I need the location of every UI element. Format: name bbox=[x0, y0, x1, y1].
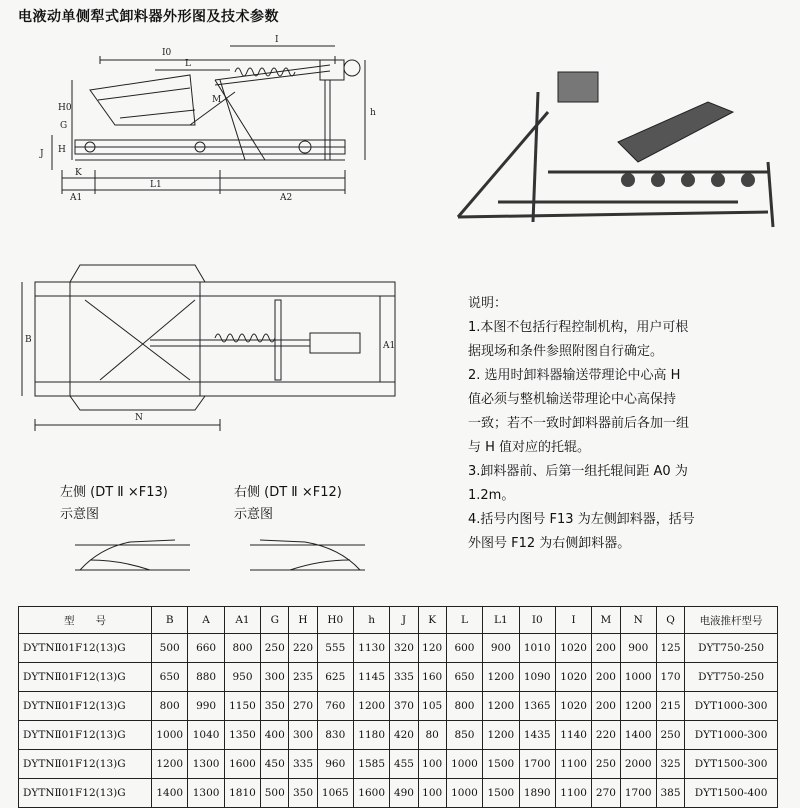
dim-H0: H0 bbox=[58, 103, 72, 113]
table-cell: 850 bbox=[446, 721, 482, 750]
table-cell: 1000 bbox=[152, 721, 188, 750]
col-H: H bbox=[289, 607, 317, 634]
table-cell: 1435 bbox=[519, 721, 555, 750]
table-cell: 200 bbox=[592, 692, 620, 721]
table-cell: 160 bbox=[418, 663, 446, 692]
table-cell: DYT1000-300 bbox=[685, 692, 778, 721]
table-cell: 1500 bbox=[483, 750, 519, 779]
table-body bbox=[19, 634, 778, 808]
table-row bbox=[19, 750, 778, 779]
table-cell: 1810 bbox=[224, 779, 260, 808]
table-cell: 80 bbox=[418, 721, 446, 750]
table-cell: 125 bbox=[656, 634, 684, 663]
table-cell: 220 bbox=[592, 721, 620, 750]
dim-J: J bbox=[40, 149, 44, 159]
dim-H: H bbox=[58, 145, 66, 155]
col-I0: I0 bbox=[519, 607, 555, 634]
table-cell: 1890 bbox=[519, 779, 555, 808]
table-cell: DYT1000-300 bbox=[685, 721, 778, 750]
right-caption-line1: 右侧 (DT Ⅱ ×F12) bbox=[234, 485, 342, 500]
table-cell: 400 bbox=[261, 721, 289, 750]
notes-section bbox=[468, 292, 788, 556]
page-title: 电液动单侧犁式卸料器外形图及技术参数 bbox=[18, 9, 279, 25]
table-cell: 200 bbox=[592, 634, 620, 663]
table-cell: 350 bbox=[261, 692, 289, 721]
note-line: 1.2m。 bbox=[468, 488, 515, 503]
table-cell: 1000 bbox=[446, 779, 482, 808]
table-cell: 1200 bbox=[620, 692, 656, 721]
table-cell: 1010 bbox=[519, 634, 555, 663]
note-line: 3.卸料器前、后第一组托辊间距 A0 为 bbox=[468, 464, 688, 479]
col-N: N bbox=[620, 607, 656, 634]
table-cell: 650 bbox=[446, 663, 482, 692]
table-cell: 880 bbox=[188, 663, 224, 692]
table-cell: 1100 bbox=[555, 779, 591, 808]
dim-I: I bbox=[275, 35, 279, 45]
col-model: 型 号 bbox=[19, 607, 152, 634]
table-cell: 1065 bbox=[317, 779, 353, 808]
table-cell: 900 bbox=[483, 634, 519, 663]
dim-N: N bbox=[135, 413, 143, 423]
dim-L1: L1 bbox=[150, 180, 162, 190]
table-cell: 1600 bbox=[224, 750, 260, 779]
table-cell: 800 bbox=[224, 634, 260, 663]
table-cell: 1130 bbox=[353, 634, 389, 663]
table-cell: 385 bbox=[656, 779, 684, 808]
right-caption bbox=[234, 482, 342, 526]
table-cell: 950 bbox=[224, 663, 260, 692]
table-cell: 370 bbox=[390, 692, 418, 721]
table-cell: 220 bbox=[289, 634, 317, 663]
table-cell: 250 bbox=[592, 750, 620, 779]
table-cell: 830 bbox=[317, 721, 353, 750]
side-view bbox=[52, 46, 365, 194]
table-cell: 1020 bbox=[555, 634, 591, 663]
table-cell: DYT750-250 bbox=[685, 663, 778, 692]
table-cell: 1000 bbox=[446, 750, 482, 779]
table-cell: 800 bbox=[446, 692, 482, 721]
table-cell: 500 bbox=[152, 634, 188, 663]
left-caption-line1: 左侧 (DT Ⅱ ×F13) bbox=[60, 485, 168, 500]
table-cell: DYT1500-400 bbox=[685, 779, 778, 808]
table-cell: 1400 bbox=[620, 721, 656, 750]
table-cell: 170 bbox=[656, 663, 684, 692]
col-H0: H0 bbox=[317, 607, 353, 634]
table-cell: 1500 bbox=[483, 779, 519, 808]
table-row bbox=[19, 692, 778, 721]
note-line: 4.括号内图号 F13 为左侧卸料器，括号 bbox=[468, 512, 695, 527]
dim-I0: I0 bbox=[162, 48, 172, 58]
table-cell: 1100 bbox=[555, 750, 591, 779]
spec-table bbox=[18, 606, 778, 808]
table-cell: 1020 bbox=[555, 663, 591, 692]
table-cell: 1585 bbox=[353, 750, 389, 779]
table-cell: 250 bbox=[261, 634, 289, 663]
table-cell: DYT1500-300 bbox=[685, 750, 778, 779]
dim-M: M bbox=[212, 95, 222, 105]
table-cell: 800 bbox=[152, 692, 188, 721]
note-line: 与 H 值对应的托辊。 bbox=[468, 440, 591, 455]
machine-photo bbox=[438, 52, 783, 242]
col-A: A bbox=[188, 607, 224, 634]
table-cell: DYTNⅡ01F12(13)G bbox=[19, 750, 152, 779]
table-cell: 455 bbox=[390, 750, 418, 779]
dim-L: L bbox=[185, 59, 191, 69]
col-L: L bbox=[446, 607, 482, 634]
table-cell: DYT750-250 bbox=[685, 634, 778, 663]
table-cell: 1180 bbox=[353, 721, 389, 750]
table-cell: 1300 bbox=[188, 750, 224, 779]
col-K: K bbox=[418, 607, 446, 634]
top-view bbox=[22, 265, 395, 431]
table-cell: 325 bbox=[656, 750, 684, 779]
dim-A1-top: A1 bbox=[383, 341, 396, 351]
table-cell: 100 bbox=[418, 750, 446, 779]
table-cell: 215 bbox=[656, 692, 684, 721]
table-cell: 1040 bbox=[188, 721, 224, 750]
table-cell: 1350 bbox=[224, 721, 260, 750]
table-cell: DYTNⅡ01F12(13)G bbox=[19, 692, 152, 721]
col-J: J bbox=[390, 607, 418, 634]
table-cell: 120 bbox=[418, 634, 446, 663]
dim-G: G bbox=[60, 121, 68, 131]
table-cell: 270 bbox=[592, 779, 620, 808]
table-cell: 100 bbox=[418, 779, 446, 808]
table-cell: 1200 bbox=[152, 750, 188, 779]
note-line: 值必须与整机输送带理论中心高保持 bbox=[468, 392, 677, 407]
dim-A2: A2 bbox=[280, 193, 293, 203]
table-cell: 1700 bbox=[620, 779, 656, 808]
col-I: I bbox=[555, 607, 591, 634]
note-line: 一致；若不一致时卸料器前后各加一组 bbox=[468, 416, 690, 431]
table-cell: 760 bbox=[317, 692, 353, 721]
table-cell: 450 bbox=[261, 750, 289, 779]
note-line: 1.本图不包括行程控制机构，用户可根 bbox=[468, 320, 689, 335]
col-h: h bbox=[353, 607, 389, 634]
note-line: 2. 选用时卸料器输送带理论中心高 H bbox=[468, 368, 681, 383]
table-row bbox=[19, 779, 778, 808]
table-cell: 1300 bbox=[188, 779, 224, 808]
dim-h: h bbox=[370, 108, 376, 118]
table-cell: 300 bbox=[289, 721, 317, 750]
table-row bbox=[19, 663, 778, 692]
table-header-row bbox=[19, 607, 778, 634]
right-schematic bbox=[250, 540, 365, 570]
table-cell: 1200 bbox=[483, 663, 519, 692]
table-cell: 1200 bbox=[483, 692, 519, 721]
table-cell: 1140 bbox=[555, 721, 591, 750]
table-cell: 1000 bbox=[620, 663, 656, 692]
dim-B: B bbox=[25, 335, 32, 345]
right-caption-line2: 示意图 bbox=[234, 507, 274, 522]
table-cell: 900 bbox=[620, 634, 656, 663]
table-cell: 270 bbox=[289, 692, 317, 721]
table-cell: DYTNⅡ01F12(13)G bbox=[19, 663, 152, 692]
col-actuator: 电液推杆型号 bbox=[685, 607, 778, 634]
table-cell: 1150 bbox=[224, 692, 260, 721]
table-cell: 200 bbox=[592, 663, 620, 692]
table-cell: 660 bbox=[188, 634, 224, 663]
table-cell: 990 bbox=[188, 692, 224, 721]
left-schematic bbox=[75, 540, 190, 570]
left-caption bbox=[60, 482, 168, 526]
col-G: G bbox=[261, 607, 289, 634]
col-B: B bbox=[152, 607, 188, 634]
table-cell: 235 bbox=[289, 663, 317, 692]
table-cell: 1400 bbox=[152, 779, 188, 808]
table-row bbox=[19, 721, 778, 750]
table-row bbox=[19, 634, 778, 663]
col-M: M bbox=[592, 607, 620, 634]
table-cell: DYTNⅡ01F12(13)G bbox=[19, 779, 152, 808]
left-caption-line2: 示意图 bbox=[60, 507, 100, 522]
table-cell: 600 bbox=[446, 634, 482, 663]
table-cell: 1200 bbox=[483, 721, 519, 750]
col-L1: L1 bbox=[483, 607, 519, 634]
dim-A1: A1 bbox=[70, 193, 83, 203]
table-cell: 350 bbox=[289, 779, 317, 808]
table-cell: 105 bbox=[418, 692, 446, 721]
table-cell: 300 bbox=[261, 663, 289, 692]
table-cell: 650 bbox=[152, 663, 188, 692]
table-cell: 500 bbox=[261, 779, 289, 808]
table-cell: 335 bbox=[390, 663, 418, 692]
table-cell: DYTNⅡ01F12(13)G bbox=[19, 634, 152, 663]
table-cell: 625 bbox=[317, 663, 353, 692]
dim-K: K bbox=[75, 168, 82, 178]
table-cell: 490 bbox=[390, 779, 418, 808]
table-cell: 1020 bbox=[555, 692, 591, 721]
table-cell: 2000 bbox=[620, 750, 656, 779]
table-cell: 1365 bbox=[519, 692, 555, 721]
note-line: 据现场和条件参照附图自行确定。 bbox=[468, 344, 664, 359]
table-cell: 335 bbox=[289, 750, 317, 779]
table-cell: 1090 bbox=[519, 663, 555, 692]
table-cell: 555 bbox=[317, 634, 353, 663]
col-Q: Q bbox=[656, 607, 684, 634]
table-cell: 320 bbox=[390, 634, 418, 663]
table-cell: 1145 bbox=[353, 663, 389, 692]
table-cell: 1700 bbox=[519, 750, 555, 779]
table-cell: 1200 bbox=[353, 692, 389, 721]
table-cell: DYTNⅡ01F12(13)G bbox=[19, 721, 152, 750]
table-cell: 960 bbox=[317, 750, 353, 779]
note-line: 外图号 F12 为右侧卸料器。 bbox=[468, 536, 631, 551]
table-cell: 250 bbox=[656, 721, 684, 750]
table-cell: 1600 bbox=[353, 779, 389, 808]
notes-heading: 说明： bbox=[468, 296, 508, 311]
table-cell: 420 bbox=[390, 721, 418, 750]
col-A1: A1 bbox=[224, 607, 260, 634]
